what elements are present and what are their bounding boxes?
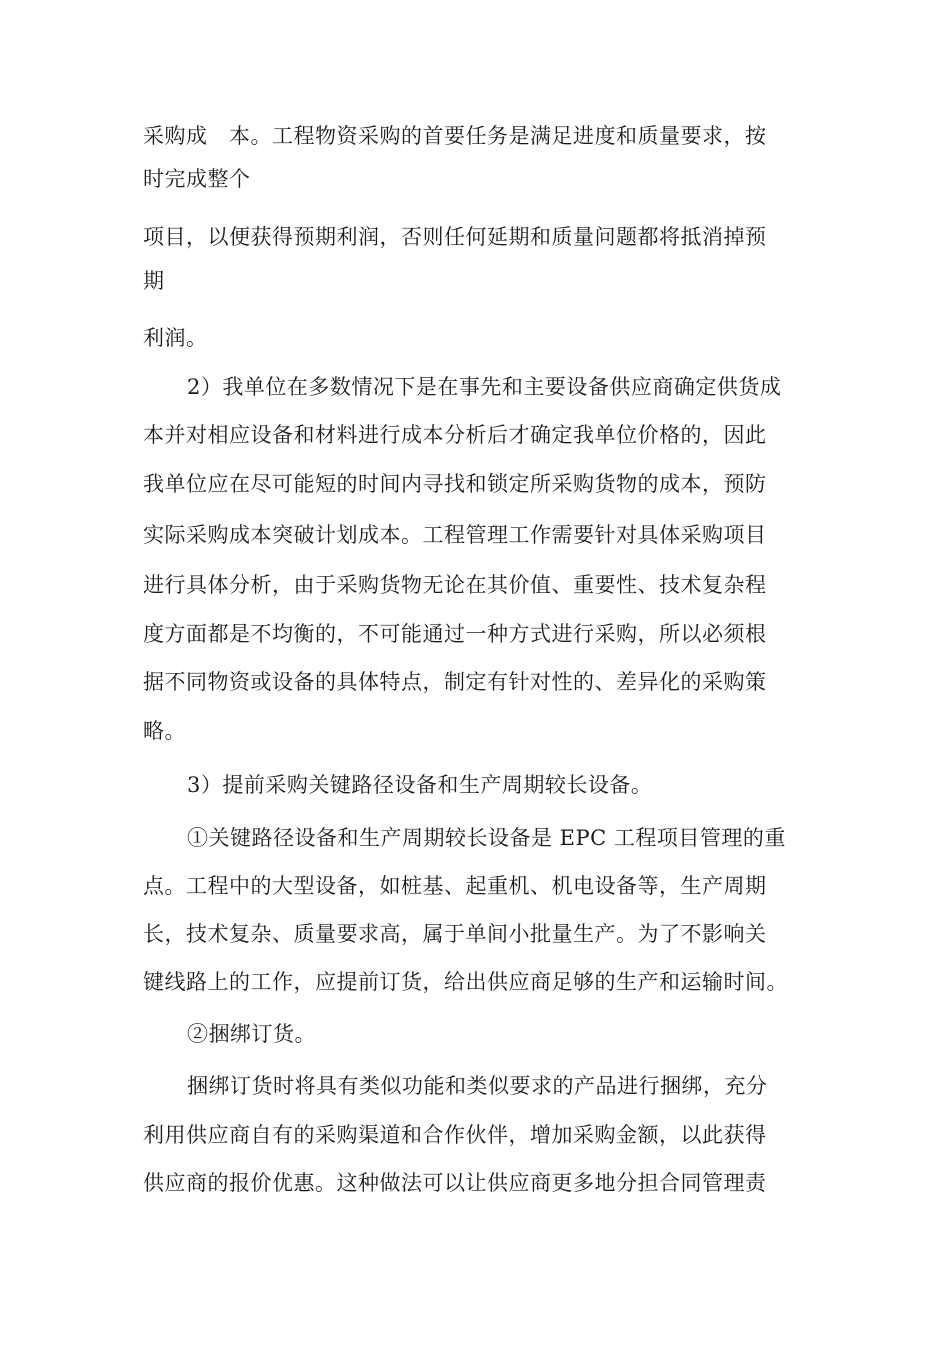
text-line: ①关键路径设备和生产周期较长设备是 EPC 工程项目管理的重 <box>187 826 786 850</box>
text-line: ②捆绑订货。 <box>187 1022 316 1046</box>
text-line: 捆绑订货时将具有类似功能和类似要求的产品进行捆绑，充分 <box>187 1074 768 1098</box>
text-line: 利用供应商自有的采购渠道和合作伙伴，增加采购金额，以此获得 <box>143 1123 767 1147</box>
text-line: 实际采购成本突破计划成本。工程管理工作需要针对具体采购项目 <box>143 523 767 547</box>
text-line: 项目，以便获得预期利润，否则任何延期和质量问题都将抵消掉预 <box>143 225 767 249</box>
text-line: 利润。 <box>143 326 208 350</box>
text-line: 2）我单位在多数情况下是在事先和主要设备供应商确定供货成 <box>187 375 782 399</box>
text-line: 期 <box>143 269 165 293</box>
text-line: 3）提前采购关键路径设备和生产周期较长设备。 <box>187 773 653 797</box>
text-line: 点。工程中的大型设备，如桩基、起重机、机电设备等，生产周期 <box>143 874 767 898</box>
text-line: 据不同物资或设备的具体特点，制定有针对性的、差异化的采购策 <box>143 670 767 694</box>
text-line: 供应商的报价优惠。这种做法可以让供应商更多地分担合同管理责 <box>143 1171 767 1195</box>
text-line: 长，技术复杂、质量要求高，属于单间小批量生产。为了不影响关 <box>143 922 767 946</box>
text-line: 采购成 本。工程物资采购的首要任务是满足进度和质量要求，按 <box>143 124 767 148</box>
text-line: 键线路上的工作，应提前订货，给出供应商足够的生产和运输时间。 <box>143 970 788 994</box>
text-line: 本并对相应设备和材料进行成本分析后才确定我单位价格的，因此 <box>143 423 767 447</box>
text-line: 我单位应在尽可能短的时间内寻找和锁定所采购货物的成本，预防 <box>143 472 767 496</box>
text-line: 时完成整个 <box>143 167 251 191</box>
text-line: 略。 <box>143 719 186 743</box>
text-line: 度方面都是不均衡的，不可能通过一种方式进行采购，所以必须根 <box>143 622 767 646</box>
text-line: 进行具体分析，由于采购货物无论在其价值、重要性、技术复杂程 <box>143 573 767 597</box>
